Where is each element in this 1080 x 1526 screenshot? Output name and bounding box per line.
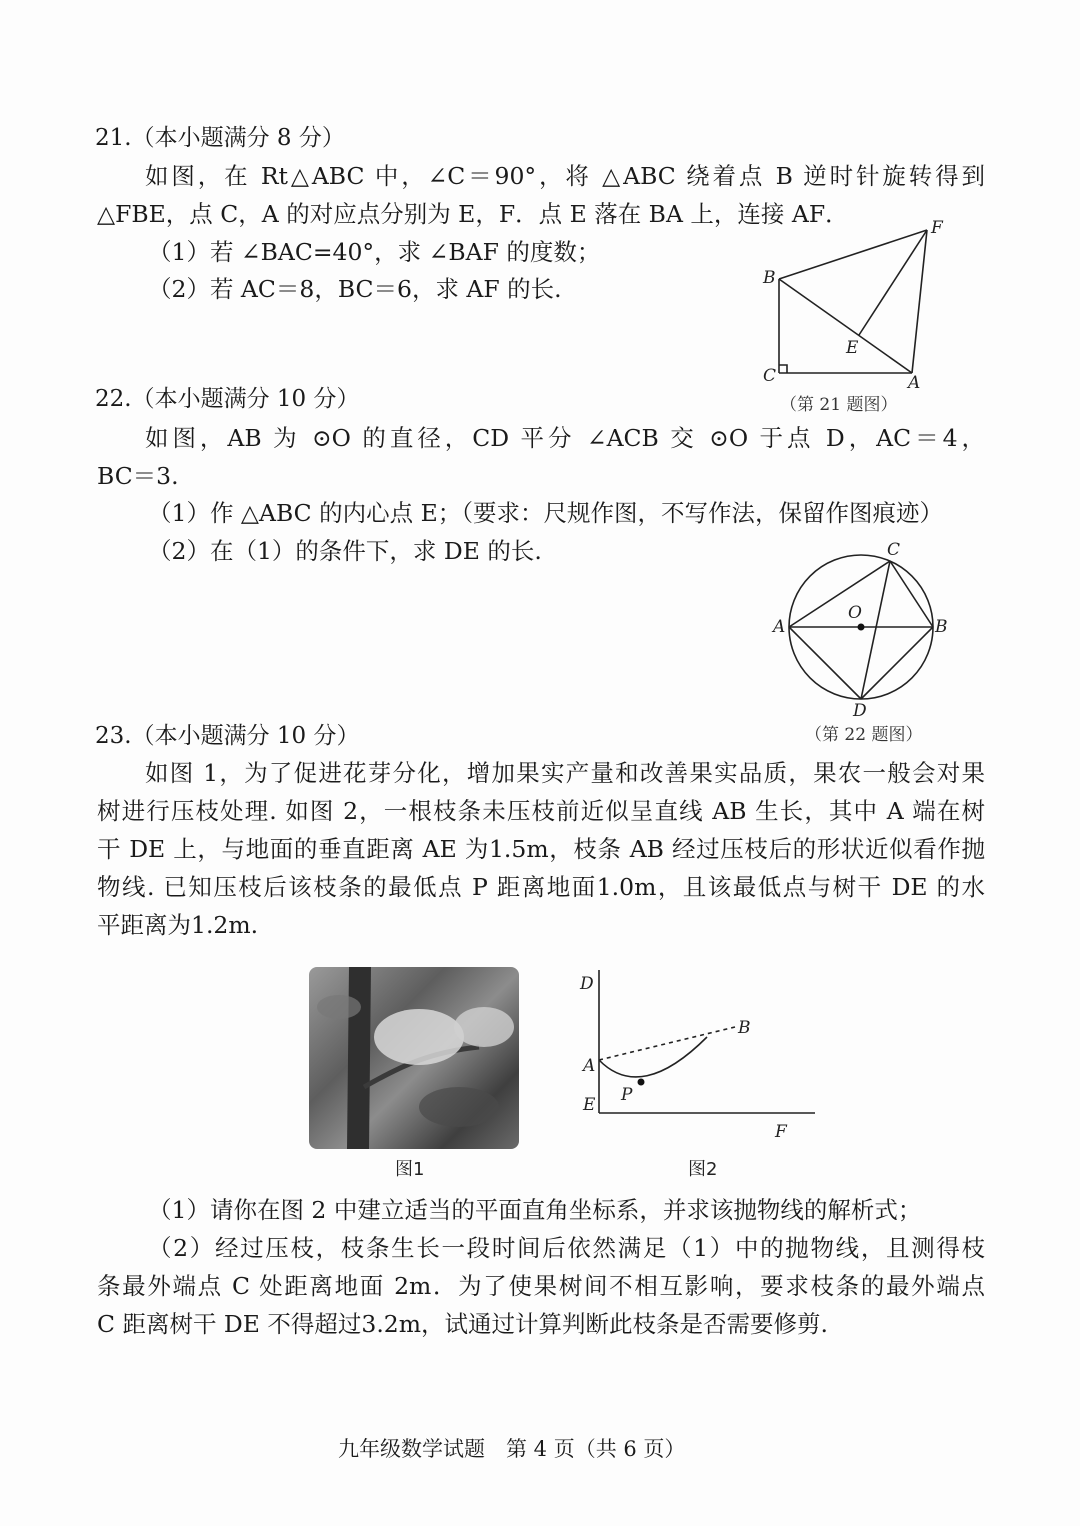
q22-chord-db	[861, 627, 933, 699]
q23-label-d: D	[580, 974, 594, 994]
q23-figure2-label: 图2	[688, 1159, 718, 1180]
q23-label-p: P	[621, 1085, 633, 1105]
q21-subquestion-2: （2）若 AC＝8，BC＝6，求 AF 的长.	[148, 275, 562, 303]
q23-subquestion-2-line3: C 距离树干 DE 不得超过3.2m，试通过计算判断此枝条是否需要修剪.	[97, 1310, 829, 1338]
q22-chord-cb	[890, 561, 933, 627]
q21-segment-fa	[912, 230, 927, 373]
q23-photo-hand	[454, 1007, 514, 1047]
q22-label-a: A	[773, 617, 786, 637]
q23-label-a: A	[583, 1056, 596, 1076]
q23-label-f: F	[775, 1122, 787, 1142]
q22-figure	[765, 540, 965, 720]
q21-segment-bf	[779, 230, 927, 279]
q23-statement-line2: 树进行压枝处理. 如图 2，一根枝条未压枝前近似呈直线 AB 生长，其中 A 端在树	[97, 797, 985, 825]
q22-center-dot	[858, 624, 865, 631]
q23-statement-line4: 物线. 已知压枝后该枝条的最低点 P 距离地面1.0m，且该最低点与树干 DE 的水	[97, 873, 985, 901]
q23-subquestion-2-line1: （2）经过压枝，枝条生长一段时间后依然满足（1）中的抛物线，且测得枝	[148, 1234, 985, 1262]
q21-statement-line1: 如图，在 Rt△ABC 中，∠C＝90°，将 △ABC 绕着点 B 逆时针旋转得到	[145, 162, 985, 190]
q23-straight-branch-ab	[599, 1027, 735, 1060]
q23-label-e: E	[583, 1095, 596, 1115]
q23-statement-line1: 如图 1，为了促进花芽分化，增加果实产量和改善果实品质，果农一般会对果	[145, 759, 985, 787]
q23-photo-foliage	[419, 1087, 499, 1127]
q23-figure2	[575, 965, 825, 1145]
q21-label-a: A	[908, 373, 921, 393]
q22-chord-cd	[861, 561, 890, 699]
q23-statement-line3: 干 DE 上，与地面的垂直距离 AE 为1.5m，枝条 AB 经过压枝后的形状近似看作抛	[97, 835, 985, 863]
q21-label-c: C	[763, 366, 777, 386]
q21-statement-line2: △FBE，点 C，A 的对应点分别为 E，F．点 E 落在 BA 上，连接 AF．	[97, 200, 849, 228]
q23-header: 23.（本小题满分 10 分）	[95, 723, 360, 749]
q22-label-b: B	[935, 617, 948, 637]
q22-subquestion-1: （1）作 △ABC 的内心点 E；（要求：尺规作图，不写作法，保留作图痕迹）	[148, 499, 943, 527]
q23-subquestion-2-line2: 条最外端点 C 处距离地面 2m．为了使果树间不相互影响，要求枝条的最外端点	[97, 1272, 985, 1300]
q22-label-c: C	[887, 540, 901, 560]
q22-statement-line2: BC＝3.	[97, 462, 179, 490]
q21-figure	[755, 215, 955, 395]
q23-photo-leaf	[317, 995, 361, 1019]
page-footer: 九年级数学试题 第 4 页（共 6 页）	[338, 1437, 686, 1461]
q21-header: 21.（本小题满分 8 分）	[95, 125, 345, 151]
q22-header: 22.（本小题满分 10 分）	[95, 386, 360, 412]
q21-figure-caption: （第 21 题图）	[780, 395, 898, 415]
q21-segment-ba	[779, 279, 912, 373]
q22-chord-ac	[789, 561, 890, 627]
q21-label-f: F	[931, 218, 943, 238]
q23-parabola-branch	[599, 1037, 707, 1077]
q21-subquestion-1: （1）若 ∠BAC=40°，求 ∠BAF 的度数；	[148, 238, 601, 266]
q22-statement-line1: 如图，AB 为 ⊙O 的直径，CD 平分 ∠ACB 交 ⊙O 于点 D，AC＝4，	[145, 424, 985, 452]
q23-photo-glove	[374, 1009, 464, 1065]
q22-chord-ad	[789, 627, 861, 699]
q22-label-d: D	[853, 701, 867, 721]
q22-subquestion-2: （2）在（1）的条件下，求 DE 的长.	[148, 537, 542, 565]
q23-lowest-point-p	[638, 1079, 645, 1086]
q21-right-angle-mark	[779, 365, 787, 373]
q21-segment-fe	[859, 230, 927, 335]
q23-figure1-photo	[309, 967, 519, 1149]
q21-label-b: B	[763, 268, 776, 288]
q23-subquestion-1: （1）请你在图 2 中建立适当的平面直角坐标系，并求该抛物线的解析式；	[148, 1196, 922, 1224]
q23-photo-tree-trunk	[347, 967, 371, 1149]
q23-figure1-label: 图1	[395, 1159, 425, 1180]
q22-label-o: O	[848, 603, 862, 623]
q22-figure-caption: （第 22 题图）	[805, 725, 923, 745]
q23-statement-line5: 平距离为1.2m.	[97, 911, 259, 939]
q23-label-b: B	[738, 1018, 751, 1038]
q21-label-e: E	[846, 338, 859, 358]
